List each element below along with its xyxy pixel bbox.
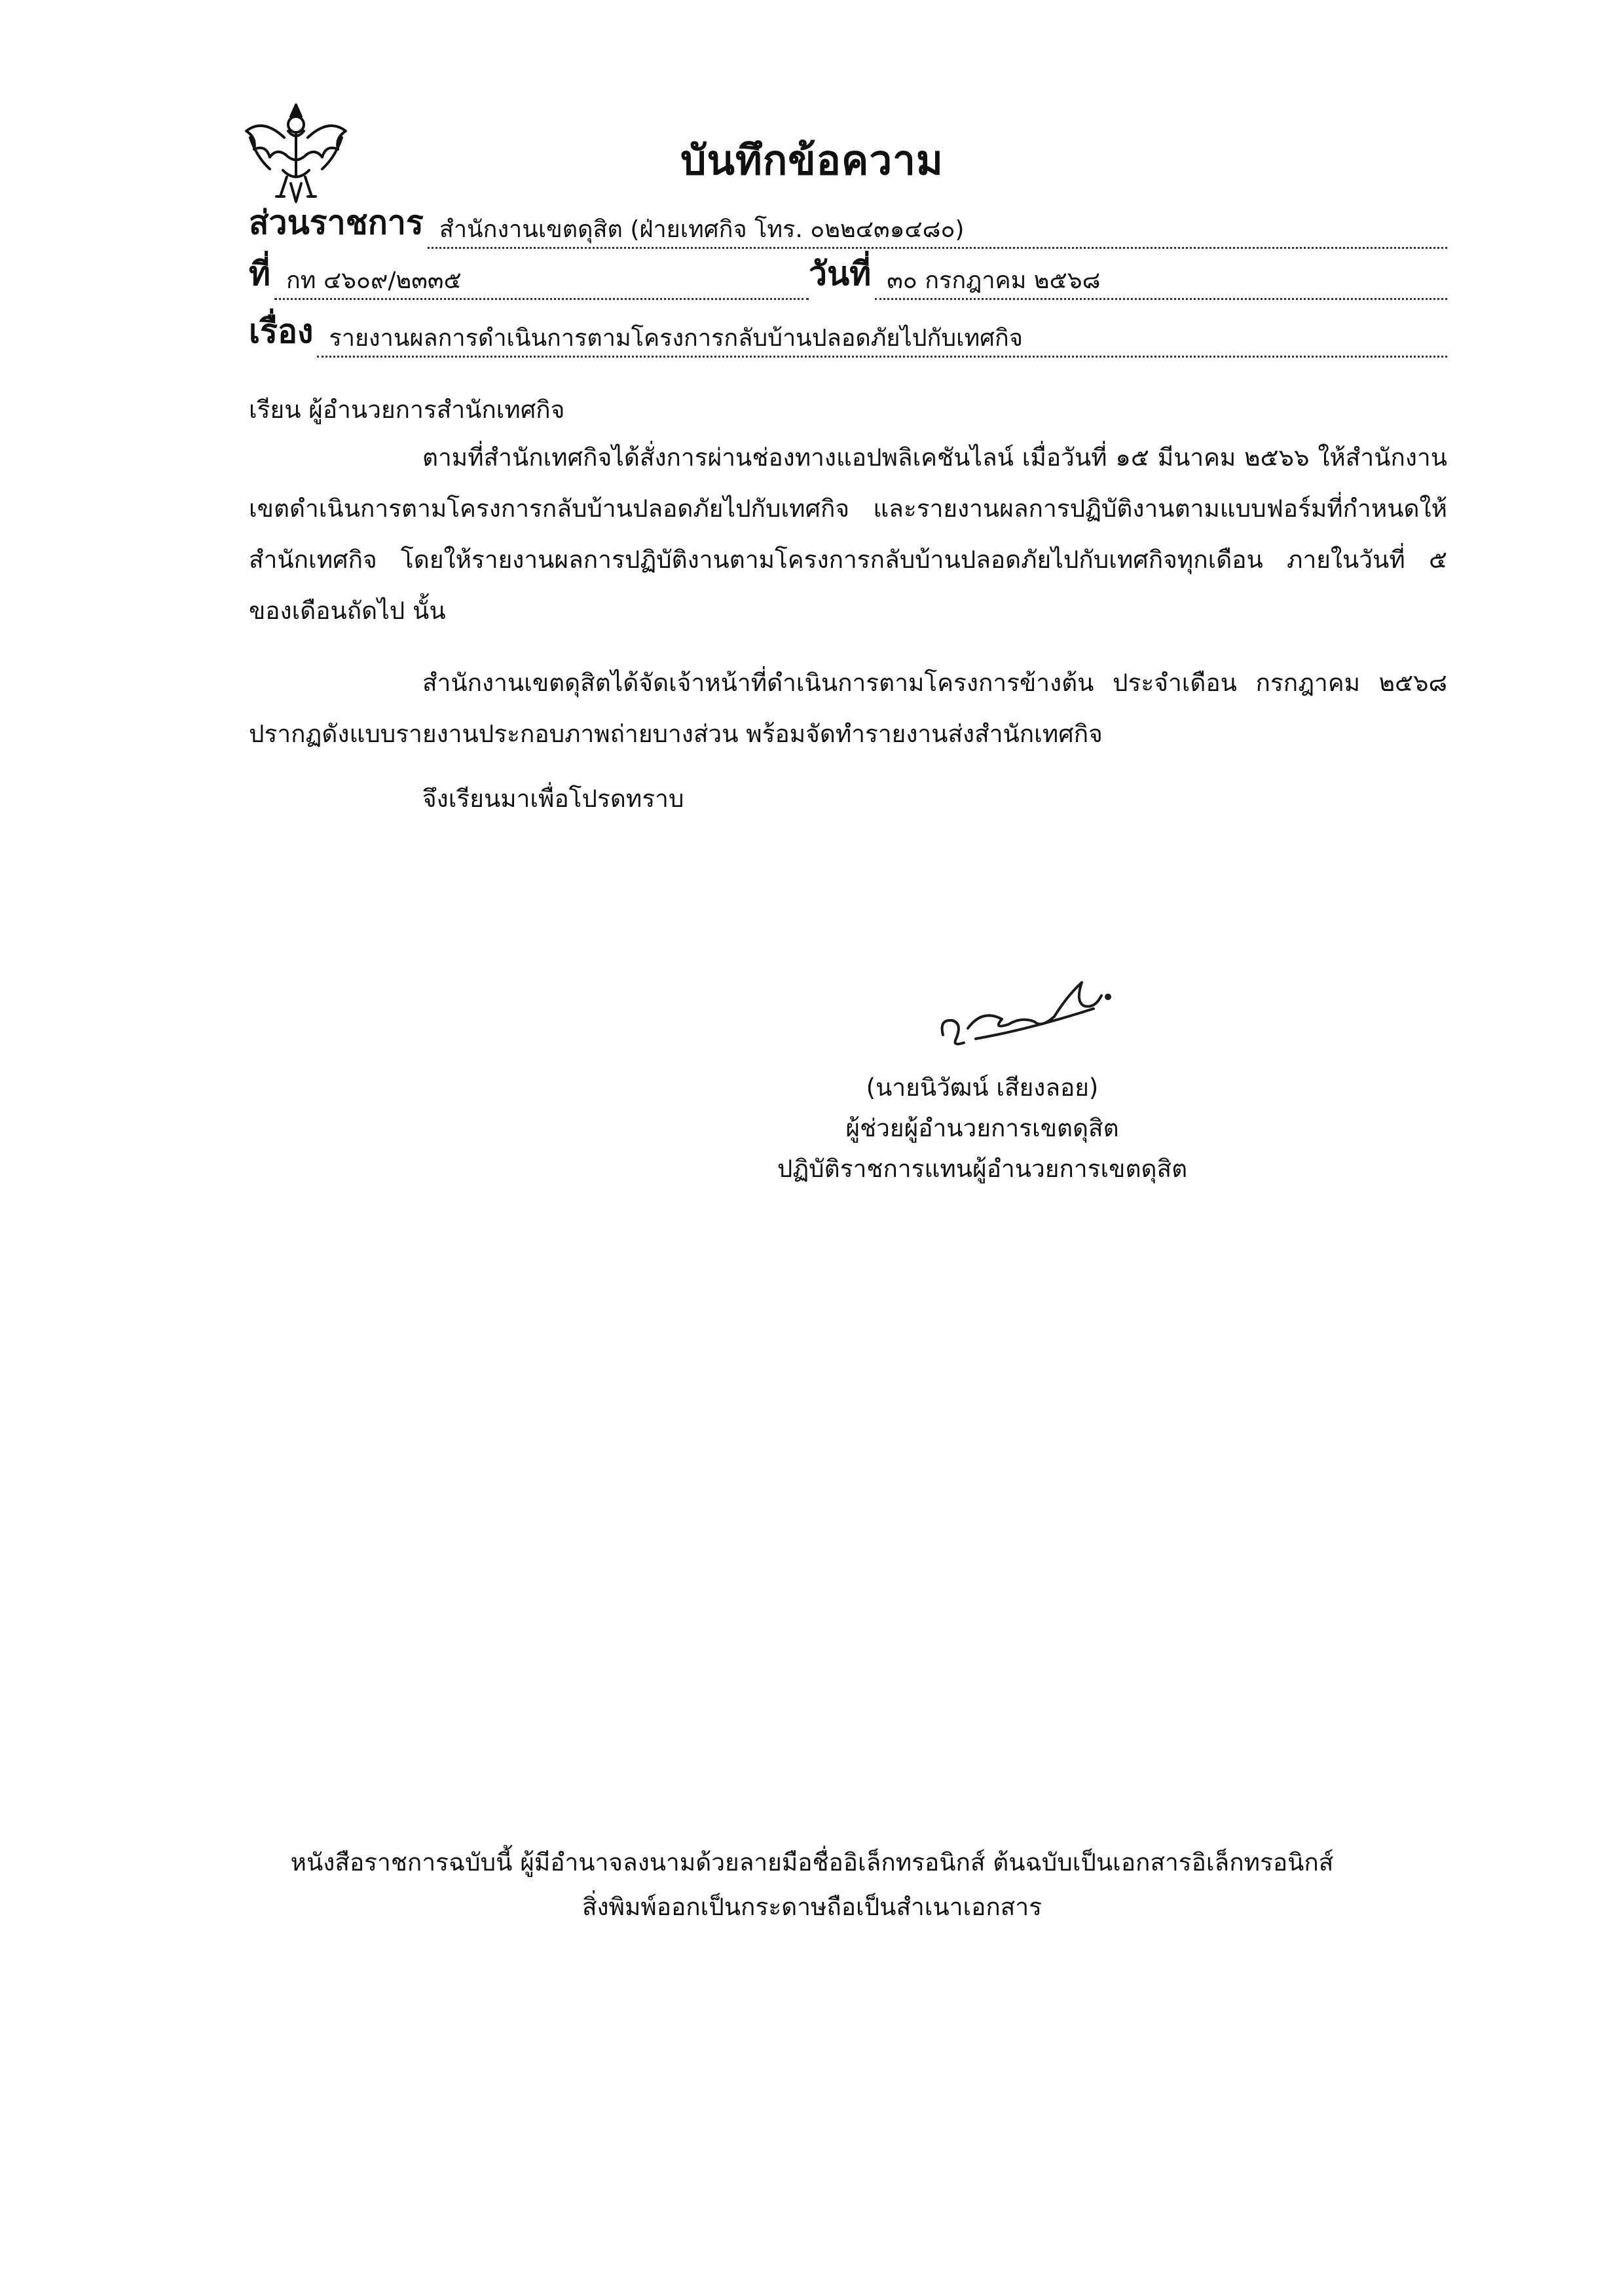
reference-number: กท ๔๖๐๙/๒๓๓๕ xyxy=(274,268,809,300)
subject-label: เรื่อง xyxy=(249,312,314,350)
date-value: ๓๐ กรกฎาคม ๒๕๖๘ xyxy=(875,268,1447,300)
body-paragraph-1: ตามที่สำนักเทศกิจได้สั่งการผ่านช่องทางแอปพลิเคชันไลน์ เมื่อวันที่ ๑๕ มีนาคม ๒๕๖๖ ให้สำนักงานเขตดำเนินการตามโครงการกลับบ้านปลอดภัยไปกับเทศกิจ และรายงานผลการปฏิบัติงานตามแบบฟอร์มที่กำหนดให้สำนักเทศกิจ โดยให้รายงานผลการปฏิบัติงานตามโครงการกลับบ้านปลอดภัยไปกับเทศกิจทุกเดือน ภายในวันที่ ๕ ของเดือนถัดไป นั้น xyxy=(249,443,1447,625)
footer-line-1: หนังสือราชการฉบับนี้ ผู้มีอำนาจลงนามด้วยลายมือชื่ออิเล็กทรอนิกส์ ต้นฉบับเป็นเอกสารอิเล็กทรอนิกส์ xyxy=(290,1848,1334,1876)
footer-line-2: สิ่งพิมพ์ออกเป็นกระดาษถือเป็นสำเนาเอกสาร xyxy=(581,1893,1043,1921)
agency-row xyxy=(249,203,1447,249)
reference-row xyxy=(249,254,1447,300)
body-paragraph-2: สำนักงานเขตดุสิตได้จัดเจ้าหน้าที่ดำเนินการตามโครงการข้างต้น ประจำเดือน กรกฎาคม ๒๕๖๘ ปรากฏดังแบบรายงานประกอบภาพถ่ายบางส่วน พร้อมจัดทำรายงานส่งสำนักเทศกิจ xyxy=(249,669,1447,748)
agency-value: สำนักงานเขตดุสิต (ฝ่ายเทศกิจ โทร. ๐๒๒๔๓๑๔๘๐) xyxy=(428,217,1447,249)
signature-block xyxy=(720,1068,1244,1189)
signer-acting-position: ปฏิบัติราชการแทนผู้อำนวยการเขตดุสิต xyxy=(777,1155,1188,1183)
signer-position: ผู้ช่วยผู้อำนวยการเขตดุสิต xyxy=(845,1114,1119,1142)
subject-row xyxy=(249,312,1447,358)
signer-name: (นายนิวัฒน์ เสียงลอย) xyxy=(866,1073,1099,1102)
agency-label: ส่วนราชการ xyxy=(249,204,424,242)
reference-label: ที่ xyxy=(249,255,270,293)
subject-value: รายงานผลการดำเนินการตามโครงการกลับบ้านปลอดภัยไปกับเทศกิจ xyxy=(317,326,1447,358)
handwritten-signature xyxy=(930,956,1126,1061)
salutation: เรียน ผู้อำนวยการสำนักเทศกิจ xyxy=(249,396,565,424)
date-label: วันที่ xyxy=(808,255,872,293)
memo-title: บันทึกข้อความ xyxy=(680,136,944,184)
electronic-signature-notice xyxy=(196,1840,1428,1930)
closing-line: จึงเรียนมาเพื่อโปรดทราบ xyxy=(422,785,684,813)
